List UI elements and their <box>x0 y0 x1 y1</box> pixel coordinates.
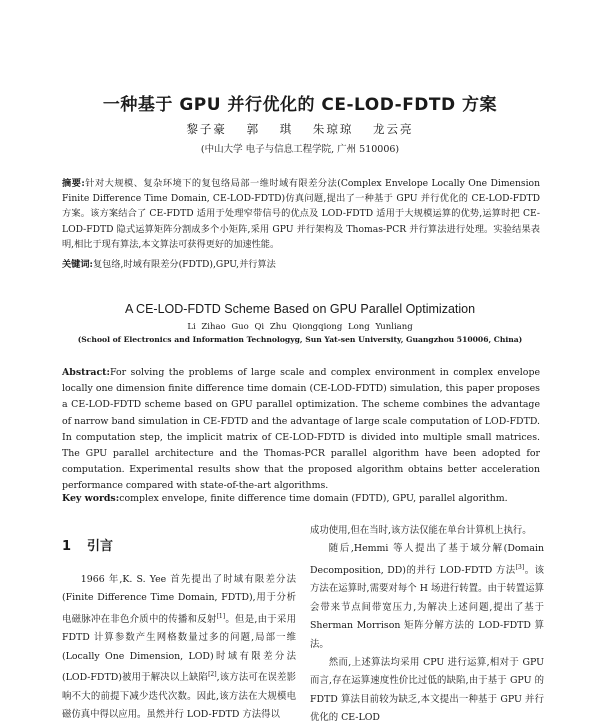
paragraph <box>62 571 296 725</box>
paragraph: 成功使用,但在当时,该方法仅能在单台计算机上执行。 <box>310 525 532 536</box>
keywords-en <box>62 493 540 504</box>
text-run: 。但是,由于采用 FDTD 计算参数产生网格数量过多的问题,局部一维(Locally One Dimension, LOD)时域有限差分法(LOD-FDTD)被用于解决以上缺陷 <box>62 613 296 684</box>
citation[interactable]: [1] <box>216 612 226 620</box>
paragraph: 然而,上述算法均采用 CPU 进行运算,相对于 GPU 而言,存在运算速度性价比过低的缺陷,由于基于 GPU 的 FDTD 算法目前较为缺乏,本文提出一种基于 GPU 并行优化的 CE-LOD <box>310 656 544 724</box>
keywords-cn-text: 复包络,时域有限差分(FDTD),GPU,并行算法 <box>92 259 276 270</box>
affiliation-cn: (中山大学 电子与信息工程学院, 广州 510006) <box>200 144 400 155</box>
paragraph <box>310 540 544 654</box>
text-run: ,该方法可在误差影响不大的前提下减少迭代次数。因此,该方法在大规模电磁仿真中得以应用。虽然并行 LOD-FDTD 方法得以 <box>62 672 296 721</box>
section-number: 1 <box>62 539 72 554</box>
keywords-en-label: Key words: <box>62 493 120 504</box>
keywords-cn-label: 关键词: <box>62 259 93 270</box>
paper-title-cn: 一种基于 GPU 并行优化的 CE-LOD-FDTD 方案 <box>102 95 498 115</box>
keywords-en-text: complex envelope, finite difference time domain (FDTD), GPU, parallel algorithm. <box>119 493 508 504</box>
abstract-cn <box>62 176 540 252</box>
text-run: 1966 年,K. S. Yee 首先提出了时域有限差分法(Finite Difference Time Domain, FDTD),用于分析电磁脉冲在非色介质中的传播和反射 <box>62 574 296 625</box>
abstract-cn-text: 针对大规模、复杂环境下的复包络局部一维时域有限差分法(Complex Envelope Locally One Dimension Finite Difference Time Domain, CE-LOD-FDTD)仿真问题,提出了一种基于 GPU 并行优化的 CE-LOD-FDTD 方案。该方案结合了 CE-FDTD 适用于处理窄带信号的优点及 LOD-FDTD 适用于大规模运算的优势,运算时把 CE-LOD-FDTD 隐式运算矩阵分割成多个小矩阵,采用 GPU 并行架构及 Thomas-PCR 并行算法进行处理。实验结果表明,相比于现有算法,本文算法可获得更好的加速性能。 <box>62 178 540 250</box>
affiliation-en: (School of Electronics and Information Technologyg, Sun Yat-sen University, Guangzhou 510006, China) <box>77 335 523 344</box>
section-title: 引言 <box>87 539 114 554</box>
abstract-en <box>62 365 540 495</box>
text-run: 。该方法在运算时,需要对每个 H 场进行转置。由于转置运算会带来节点间带宽压力,为解决上述问题,提出了基于 Sherman Morrison 矩阵分解方法的 LOD-FDTD 算法。 <box>310 564 544 650</box>
citation[interactable]: [2] <box>208 671 217 679</box>
citation[interactable]: [3] <box>515 563 525 571</box>
abstract-cn-label: 摘要: <box>62 178 85 189</box>
section-heading-introduction <box>62 535 113 554</box>
abstract-en-label: Abstract: <box>62 367 110 378</box>
authors-cn: 黎子豪 郭 琪 朱琼琼 龙云亮 <box>186 122 414 136</box>
body-column-left <box>62 571 296 725</box>
text-run: 随后,Hemmi 等人提出了基于域分解(Domain Decomposition, DD)的并行 LOD-FDTD 方法 <box>310 543 544 576</box>
body-column-right <box>310 522 544 728</box>
authors-en: Li Zihao Guo Qi Zhu Qiongqiong Long Yunliang <box>187 322 413 332</box>
paper-title-en: A CE-LOD-FDTD Scheme Based on GPU Parallel Optimization <box>124 302 476 316</box>
keywords-cn <box>62 256 540 270</box>
abstract-en-text: For solving the problems of large scale and complex environment in complex envelope locally one dimension finite difference time domain (CE-LOD-FDTD) simulation, this paper proposes a CE-LOD-FDTD scheme based on GPU parallel optimization. The scheme combines the advantage of narrow band simulation in CE-FDTD and the advantage of large scale computation of LOD-FDTD. In computation step, the implicit matrix of CE-LOD-FDTD is divided into multiple small matrices. The GPU parallel architecture and the Thomas-PCR parallel algorithm have been adopted for computation. Experimental results show that the proposed algorithm obtains better acceleration performance compared with state-of-the-art algorithms. <box>62 367 540 492</box>
